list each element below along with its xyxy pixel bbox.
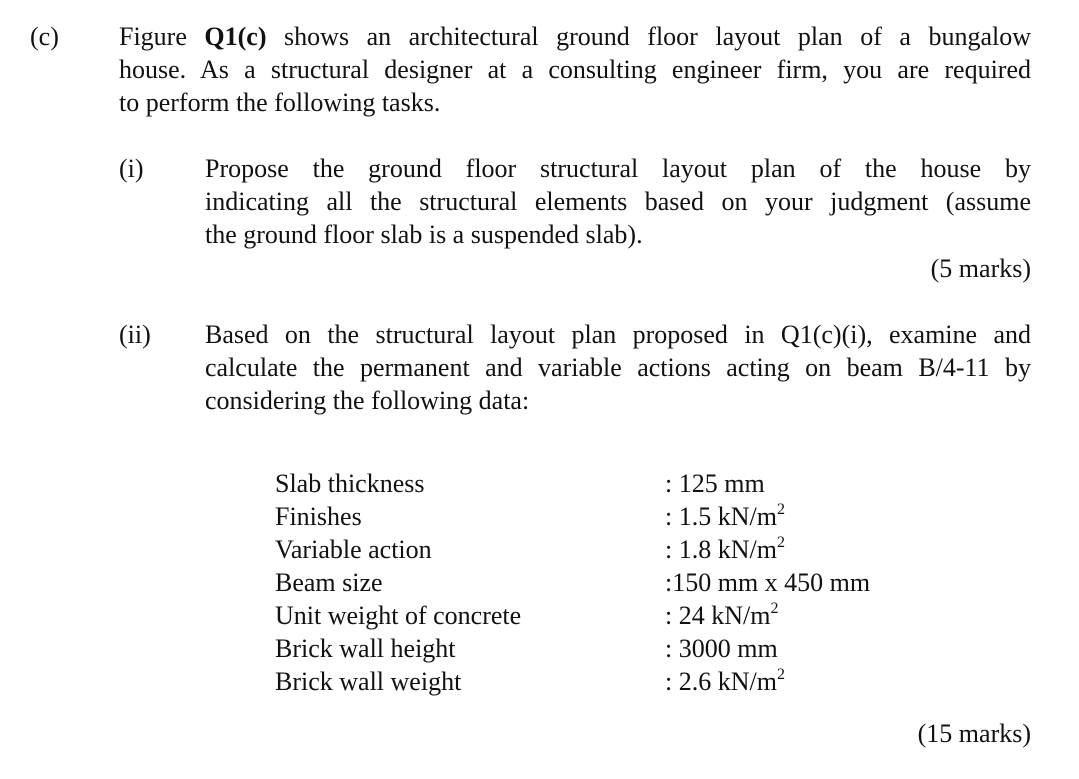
part-i-text [205,152,1031,251]
question-label: (c) [30,22,59,51]
data-label: Brick wall weight [275,667,462,696]
data-row-brick-wall-height [0,632,1079,665]
data-label: Unit weight of concrete [275,601,522,630]
part-ii-line: Based on the structural layout plan proposed in Q1(c)(i), examine and [205,320,1031,349]
data-value: : 1.8 $kN/m^2$ [665,534,785,564]
intro-line: house. As a structural designer at a consulting engineer firm, you are required [119,55,1031,84]
data-value: : 1.5 $kN/m^2$ [665,501,785,531]
part-ii-line: calculate the permanent and variable actions acting on beam B/4-11 by [205,353,1031,382]
data-value: :150 mm x 450 mm [665,568,871,597]
part-ii-marks: (15 marks) [917,719,1031,748]
part-ii-line: considering the following data: [205,386,530,415]
data-row-variable-action [0,533,1079,566]
data-row-brick-wall-weight [0,665,1079,698]
data-label: Brick wall height [275,634,456,663]
data-row-finishes [0,500,1079,533]
data-row-unit-weight-concrete [0,599,1079,632]
data-label: Finishes [275,502,362,531]
data-value: : 125 mm [665,469,765,498]
data-value: : 2.6 $kN/m^2$ [665,666,785,696]
part-ii-text [205,318,1031,417]
data-row-beam-size [0,566,1079,599]
data-value: : 3000 mm [665,634,778,663]
part-i-line: indicating all the structural elements based on your judgment (assume [205,187,1031,216]
data-row-slab-thickness [0,467,1079,500]
part-i-line: Propose the ground floor structural layout plan of the house by [205,154,1031,183]
question-intro [119,20,1031,119]
part-i-marks: (5 marks) [930,254,1031,283]
data-label: Variable action [275,535,432,564]
part-ii-label: (ii) [119,320,151,349]
part-i-label: (i) [119,154,144,183]
intro-line: Figure Q1(c) shows an architectural ground floor layout plan of a bungalow [119,22,1031,51]
part-i-line: the ground floor slab is a suspended slab). [205,220,643,249]
data-value: : 24 $kN/m^2$ [665,600,779,630]
intro-line: to perform the following tasks. [119,88,441,117]
data-label: Slab thickness [275,469,425,498]
data-label: Beam size [275,568,383,597]
